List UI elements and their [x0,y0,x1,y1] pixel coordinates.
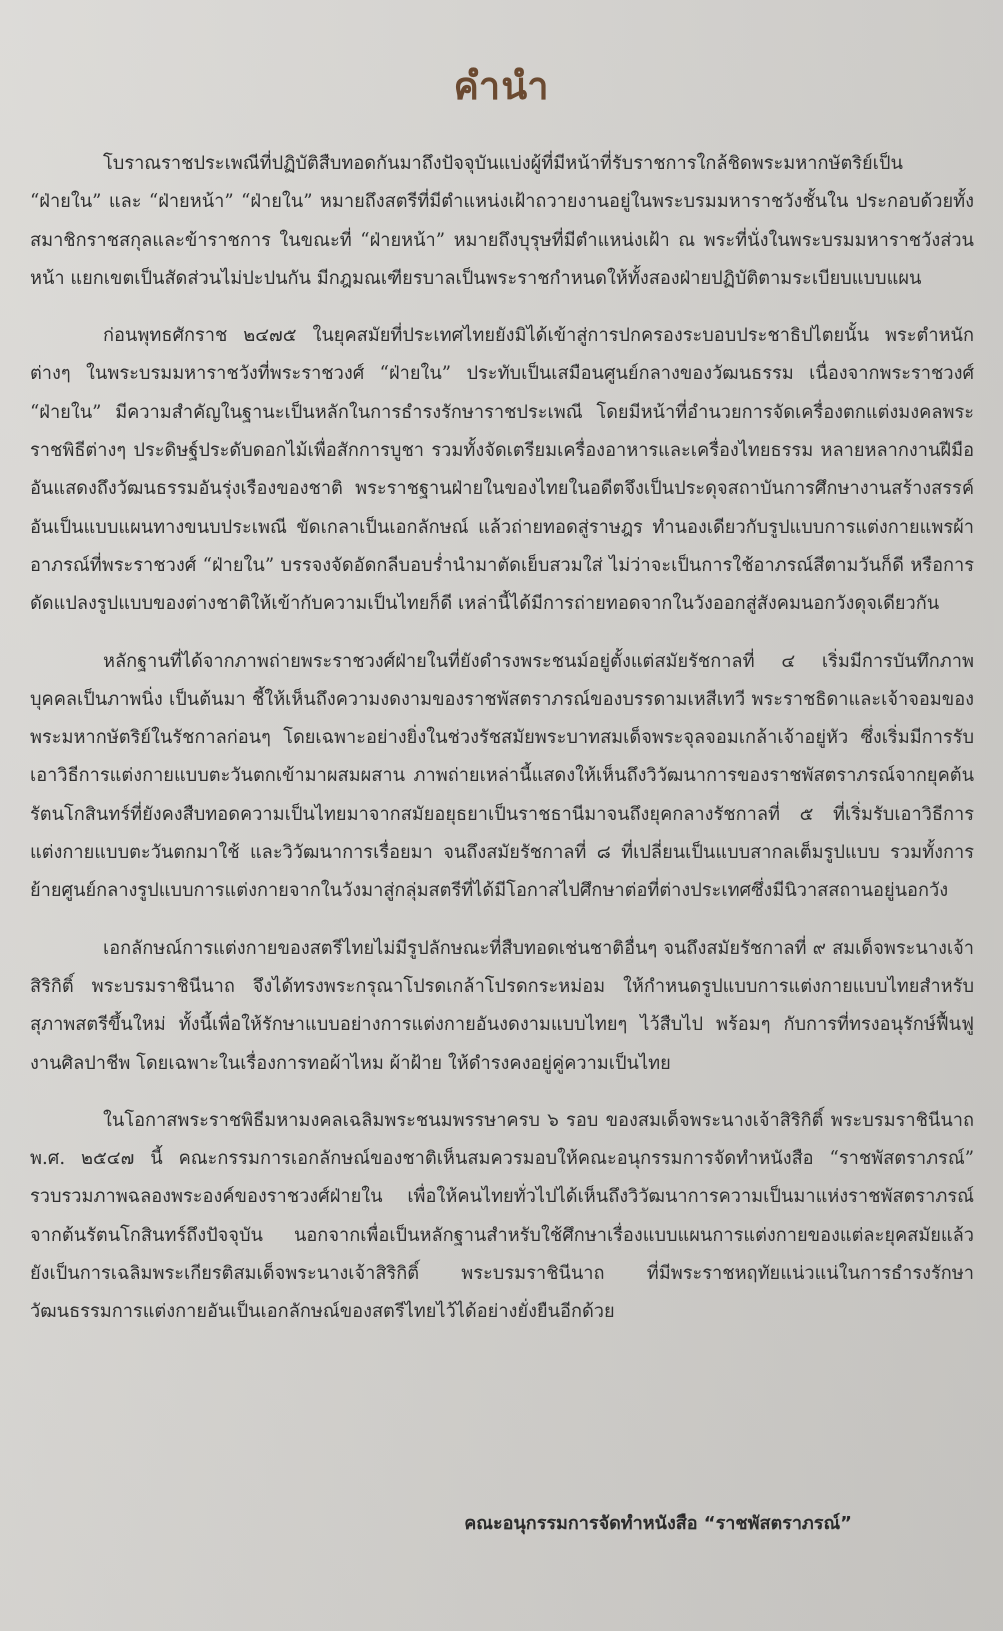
paragraph-1: โบราณราชประเพณีที่ปฏิบัติสืบทอดกันมาถึงปัจจุบันแบ่งผู้ที่มีหน้าที่รับราชการใกล้ชิดพระมหากษัตริย์เป็น “ฝ่ายใน” และ “ฝ่ายหน้า” “ฝ่ายใน” หมายถึงสตรีที่มีตำแหน่งเฝ้าถวายงานอยู่ในพระบรมมหาราชวังชั้นใน ประกอบด้วยทั้งสมาชิกราชสกุลและข้าราชการ ในขณะที่ “ฝ่ายหน้า” หมายถึงบุรุษที่มีตำแหน่งเฝ้า ณ พระที่นั่งในพระบรมมหาราชวังส่วนหน้า แยกเขตเป็นสัดส่วนไม่ปะปนกัน มีกฎมณเฑียรบาลเป็นพระราชกำหนดให้ทั้งสองฝ่ายปฏิบัติตามระเบียบแบบแผน [30,153,974,289]
paragraph-2: ก่อนพุทธศักราช ๒๔๗๕ ในยุคสมัยที่ประเทศไทยยังมิได้เข้าสู่การปกครองระบอบประชาธิปไตยนั้น พระตำหนักต่างๆ ในพระบรมมหาราชวังที่พระราชวงศ์ “ฝ่ายใน” ประทับเป็นเสมือนศูนย์กลางของวัฒนธรรม เนื่องจากพระราชวงศ์ “ฝ่ายใน” มีความสำคัญในฐานะเป็นหลักในการธำรงรักษาราชประเพณี โดยมีหน้าที่อำนวยการจัดเครื่องตกแต่งมงคลพระราชพิธีต่างๆ ประดิษฐ์ประดับดอกไม้เพื่อสักการบูชา รวมทั้งจัดเตรียมเครื่องอาหารและเครื่องไทยธรรม หลายหลากงานฝีมืออันแสดงถึงวัฒนธรรมอันรุ่งเรืองของชาติ พระราชฐานฝ่ายในของไทยในอดีตจึงเป็นประดุจสถาบันการศึกษางานสร้างสรรค์อันเป็นแบบแผนทางขนบประเพณี ขัดเกลาเป็นเอกลักษณ์ แล้วถ่ายทอดสู่ราษฎร ทำนองเดียวกับรูปแบบการแต่งกายแพรผ้าอาภรณ์ที่พระราชวงศ์ “ฝ่ายใน” บรรจงจัดอัดกลีบอบร่ำนำมาตัดเย็บสวมใส่ ไม่ว่าจะเป็นการใช้อาภรณ์สีตามวันก็ดี หรือการดัดแปลงรูปแบบของต่างชาติให้เข้ากับความเป็นไทยก็ดี เหล่านี้ได้มีการถ่ายทอดจากในวังออกสู่สังคมนอกวังดุจเดียวกัน [30,325,974,615]
paragraph-3: หลักฐานที่ได้จากภาพถ่ายพระราชวงศ์ฝ่ายในที่ยังดำรงพระชนม์อยู่ตั้งแต่สมัยรัชกาลที่ ๔ เริ่มมีการบันทึกภาพบุคคลเป็นภาพนิ่ง เป็นต้นมา ชี้ให้เห็นถึงความงดงามของราชพัสตราภรณ์ของบรรดามเหสีเทวี พระราชธิดาและเจ้าจอมของพระมหากษัตริย์ในรัชกาลก่อนๆ โดยเฉพาะอย่างยิ่งในช่วงรัชสมัยพระบาทสมเด็จพระจุลจอมเกล้าเจ้าอยู่หัว ซึ่งเริ่มมีการรับเอาวิธีการแต่งกายแบบตะวันตกเข้ามาผสมผสาน ภาพถ่ายเหล่านี้แสดงให้เห็นถึงวิวัฒนาการของราชพัสตราภรณ์จากยุคต้นรัตนโกสินทร์ที่ยังคงสืบทอดความเป็นไทยมาจากสมัยอยุธยาเป็นราชธานีมาจนถึงยุคกลางรัชกาลที่ ๕ ที่เริ่มรับเอาวิธีการแต่งกายแบบตะวันตกมาใช้ และวิวัฒนาการเรื่อยมา จนถึงสมัยรัชกาลที่ ๘ ที่เปลี่ยนเป็นแบบสากลเต็มรูปแบบ รวมทั้งการย้ายศูนย์กลางรูปแบบการแต่งกายจากในวังมาสู่กลุ่มสตรีที่ได้มีโอกาสไปศึกษาต่อที่ต่างประเทศซึ่งมีนิวาสสถานอยู่นอกวัง [30,650,974,902]
page-title: คำนำ [453,64,550,109]
signature: คณะอนุกรรมการจัดทำหนังสือ “ราชพัสตราภรณ์” [464,1513,852,1534]
body-text [30,145,974,1515]
paragraph-4: เอกลักษณ์การแต่งกายของสตรีไทยไม่มีรูปลักษณะที่สืบทอดเช่นชาติอื่นๆ จนถึงสมัยรัชกาลที่ ๙ สมเด็จพระนางเจ้าสิริกิติ์ พระบรมราชินีนาถ จึงได้ทรงพระกรุณาโปรดเกล้าโปรดกระหม่อม ให้กำหนดรูปแบบการแต่งกายแบบไทยสำหรับสุภาพสตรีขึ้นใหม่ ทั้งนี้เพื่อให้รักษาแบบอย่างการแต่งกายอันงดงามแบบไทยๆ ไว้สืบไป พร้อมๆ กับการที่ทรงอนุรักษ์ฟื้นฟูงานศิลปาชีพ โดยเฉพาะในเรื่องการทอผ้าไหม ผ้าฝ้าย ให้ดำรงคงอยู่คู่ความเป็นไทย [30,937,974,1074]
paragraph-5: ในโอกาสพระราชพิธีมหามงคลเฉลิมพระชนมพรรษาครบ ๖ รอบ ของสมเด็จพระนางเจ้าสิริกิติ์ พระบรมราชินีนาถ พ.ศ. ๒๕๔๗ นี้ คณะกรรมการเอกลักษณ์ของชาติเห็นสมควรมอบให้คณะอนุกรรมการจัดทำหนังสือ “ราชพัสตราภรณ์” รวบรวมภาพฉลองพระองค์ของราชวงศ์ฝ่ายใน เพื่อให้คนไทยทั่วไปได้เห็นถึงวิวัฒนาการความเป็นมาแห่งราชพัสตราภรณ์ จากต้นรัตนโกสินทร์ถึงปัจจุบัน นอกจากเพื่อเป็นหลักฐานสำหรับใช้ศึกษาเรื่องแบบแผนการแต่งกายของแต่ละยุคสมัยแล้ว ยังเป็นการเฉลิมพระเกียรติสมเด็จพระนางเจ้าสิริกิติ์ พระบรมราชินีนาถ ที่มีพระราชหฤทัยแน่วแน่ในการธำรงรักษาวัฒนธรรมการแต่งกายอันเป็นเอกลักษณ์ของสตรีไทยไว้ได้อย่างยั่งยืนอีกด้วย [30,1109,974,1323]
